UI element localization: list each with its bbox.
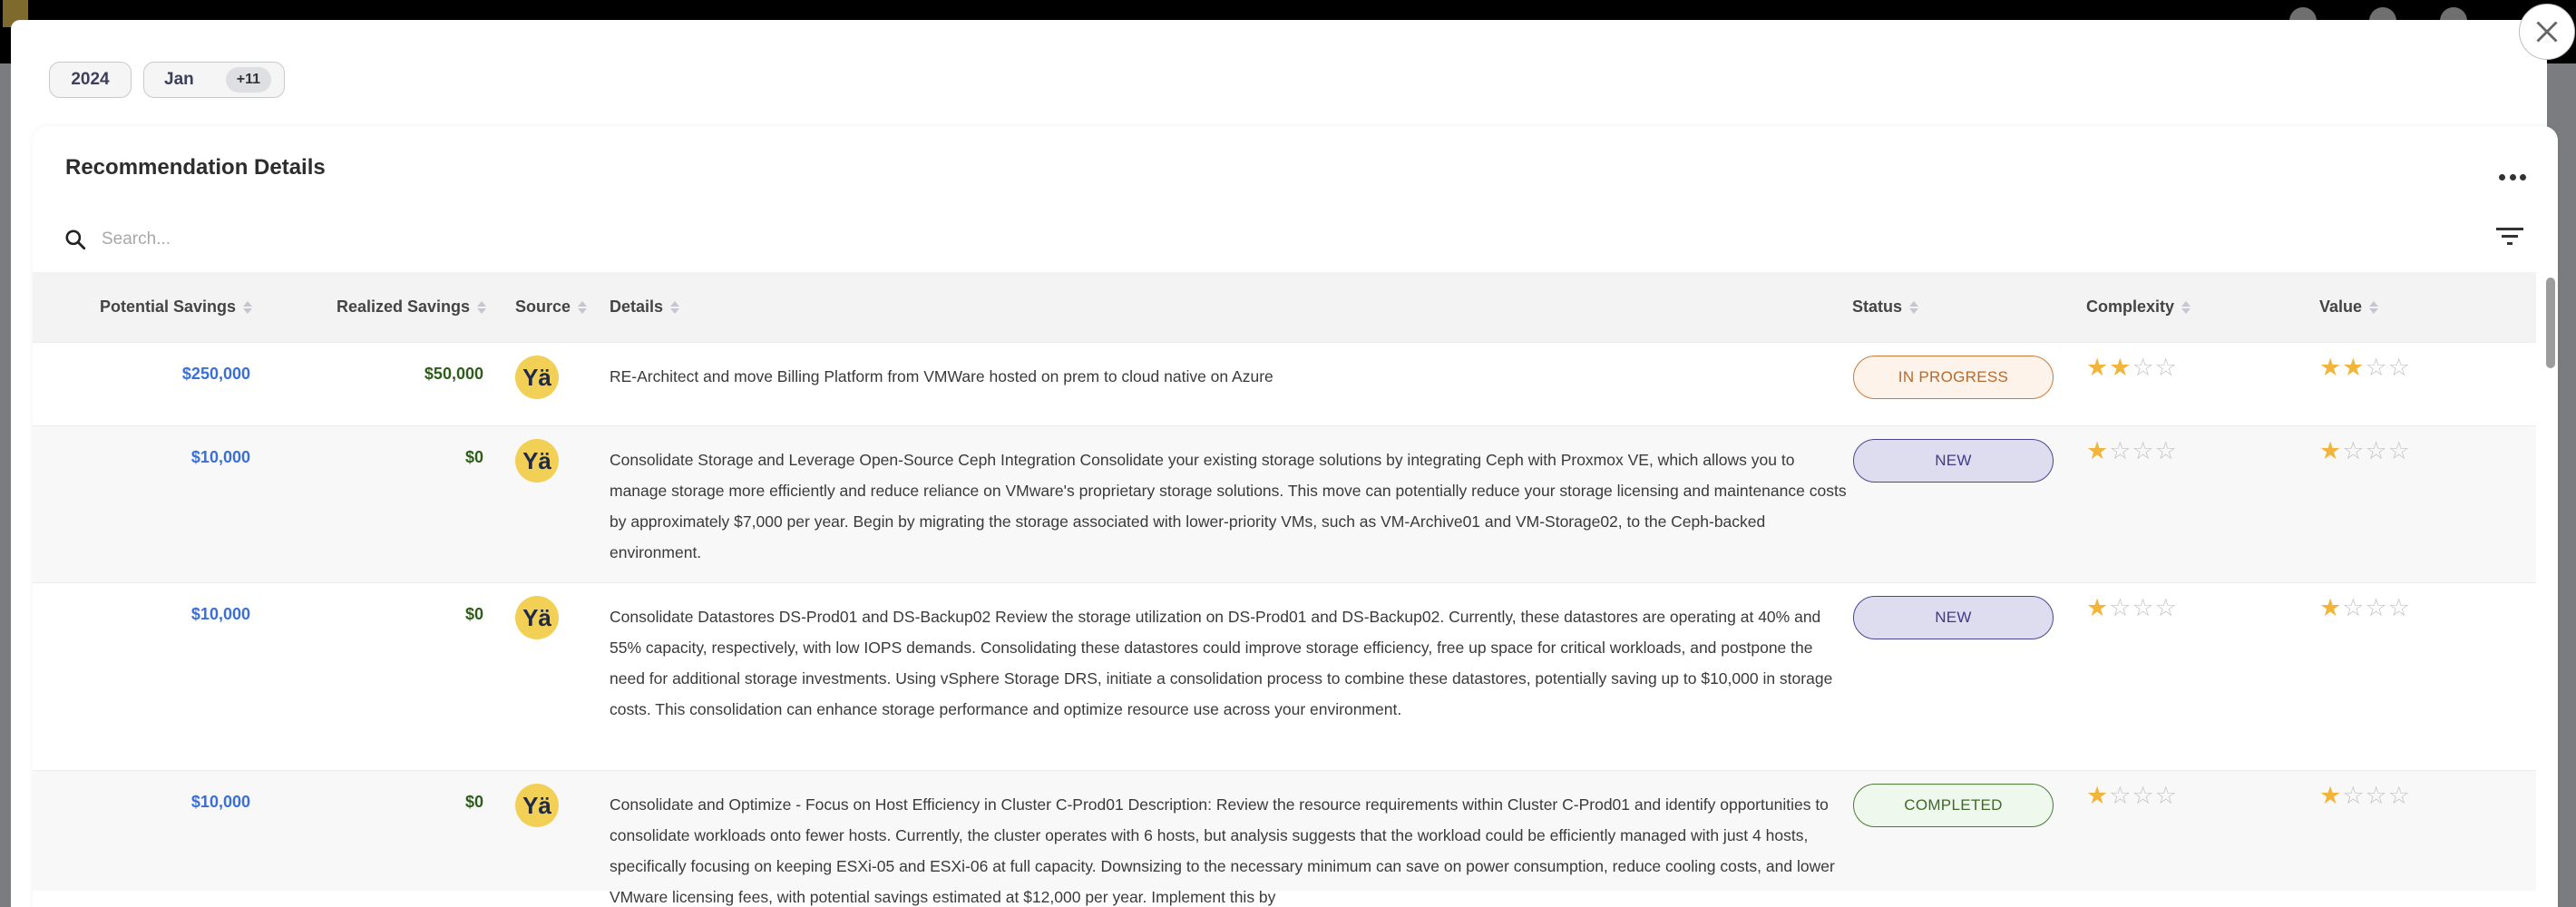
table-row[interactable] bbox=[33, 770, 2536, 906]
close-modal-button[interactable] bbox=[2519, 4, 2575, 60]
details-text: RE-Architect and move Billing Platform from VMWare hosted on prem to cloud native on Azure bbox=[610, 367, 1273, 385]
star-filled-icon: ★ bbox=[2342, 354, 2365, 381]
sort-icon bbox=[578, 301, 587, 314]
star-filled-icon: ★ bbox=[2319, 437, 2342, 464]
star-empty-icon: ☆ bbox=[2132, 437, 2154, 464]
star-filled-icon: ★ bbox=[2319, 354, 2342, 381]
background-sidebar bbox=[0, 63, 11, 907]
table-row[interactable] bbox=[33, 582, 2536, 770]
value-rating bbox=[2319, 356, 2410, 380]
complexity-rating bbox=[2086, 784, 2177, 808]
column-header-potential-savings[interactable] bbox=[100, 272, 252, 342]
month-filter-chip[interactable] bbox=[143, 62, 285, 98]
star-empty-icon: ☆ bbox=[2109, 594, 2132, 621]
column-label: Details bbox=[610, 297, 664, 316]
star-empty-icon: ☆ bbox=[2132, 782, 2154, 809]
star-empty-icon: ☆ bbox=[2109, 437, 2132, 464]
year-filter-label: 2024 bbox=[71, 70, 110, 89]
table-row[interactable] bbox=[33, 425, 2536, 582]
column-header-status[interactable] bbox=[1852, 272, 1918, 342]
sort-icon bbox=[670, 301, 679, 314]
star-filled-icon: ★ bbox=[2319, 782, 2342, 809]
sort-icon bbox=[243, 301, 252, 314]
potential-savings-value: $250,000 bbox=[181, 365, 250, 383]
details-text: Consolidate and Optimize - Focus on Host Efficiency in Cluster C-Prod01 Description: Review the resource requirements within Cluster C-Prod01 and identify opportunities to consolidate workloads onto fewer hosts. Currently, the cluster operates with 6 hosts, but analysis suggests that the workload could be efficiently managed with just 4 hosts, specifically focusing on keeping ESXi-05 and ESXi-06 at full capacity. Downsizing to the necessary minimum can save on power consumption, reduce cooling costs, and lower VMware licensing fees, with potential savings estimated at $12,000 per year. Implement this by bbox=[610, 795, 1835, 906]
star-empty-icon: ☆ bbox=[2342, 594, 2365, 621]
column-header-details[interactable] bbox=[610, 272, 679, 342]
table-scrollbar[interactable] bbox=[2546, 272, 2555, 907]
filter-chips bbox=[49, 62, 285, 98]
source-avatar: Yä bbox=[515, 356, 559, 399]
column-header-source[interactable] bbox=[515, 272, 587, 342]
complexity-rating bbox=[2086, 596, 2177, 620]
sort-icon bbox=[2181, 301, 2191, 314]
realized-savings-value: $0 bbox=[464, 793, 483, 811]
column-label: Potential Savings bbox=[100, 297, 237, 316]
sort-icon bbox=[477, 301, 486, 314]
star-empty-icon: ☆ bbox=[2342, 437, 2365, 464]
star-filled-icon: ★ bbox=[2086, 782, 2109, 809]
star-empty-icon: ☆ bbox=[2387, 594, 2410, 621]
table-body bbox=[33, 342, 2536, 906]
month-filter-label: Jan bbox=[164, 70, 194, 89]
star-empty-icon: ☆ bbox=[2365, 354, 2387, 381]
more-horizontal-icon-dot bbox=[2510, 174, 2516, 180]
table-row[interactable] bbox=[33, 342, 2536, 425]
complexity-rating bbox=[2086, 439, 2177, 463]
details-text: Consolidate Storage and Leverage Open-Source Ceph Integration Consolidate your existing storage solutions by integrating Ceph with Proxmox VE, which allows you to manage storage more efficiently and reduce reliance on VMware's proprietary storage solutions. This move can potentially reduce your storage licensing and maintenance costs by approximately $7,000 per year. Begin by migrating the storage associated with lower-priority VMs, such as VM-Archive01 and VM-Storage02, to the Ceph-backed environment. bbox=[610, 451, 1847, 561]
column-header-complexity[interactable] bbox=[2086, 272, 2191, 342]
value-rating bbox=[2319, 439, 2410, 463]
star-empty-icon: ☆ bbox=[2365, 437, 2387, 464]
source-avatar: Yä bbox=[515, 784, 559, 827]
recommendations-table bbox=[33, 272, 2536, 906]
status-badge[interactable]: COMPLETED bbox=[1853, 784, 2054, 827]
column-label: Realized Savings bbox=[337, 297, 471, 316]
recommendation-details-card bbox=[33, 126, 2558, 907]
star-empty-icon: ☆ bbox=[2154, 437, 2177, 464]
status-badge[interactable]: IN PROGRESS bbox=[1853, 356, 2054, 399]
star-filled-icon: ★ bbox=[2086, 594, 2109, 621]
star-empty-icon: ☆ bbox=[2154, 594, 2177, 621]
potential-savings-value: $10,000 bbox=[190, 448, 250, 466]
realized-savings-value: $0 bbox=[464, 448, 483, 466]
potential-savings-value: $10,000 bbox=[190, 793, 250, 811]
status-badge[interactable]: NEW bbox=[1853, 439, 2054, 483]
star-filled-icon: ★ bbox=[2109, 354, 2132, 381]
source-avatar: Yä bbox=[515, 596, 559, 639]
star-empty-icon: ☆ bbox=[2154, 782, 2177, 809]
filter-list-icon[interactable] bbox=[2496, 226, 2523, 248]
more-options-button[interactable] bbox=[2499, 168, 2526, 186]
potential-savings-value: $10,000 bbox=[190, 605, 250, 623]
star-filled-icon: ★ bbox=[2086, 354, 2109, 381]
details-text: Consolidate Datastores DS-Prod01 and DS-Backup02 Review the storage utilization on DS-Prod01 and DS-Backup02. Currently, these datastores are operating at 40% and 55% capacity, respectively, with low IOPS demands. Consolidating these datastores could improve storage efficiency, free up space for critical workloads, and postpone the need for additional storage investments. Using vSphere Storage DRS, initiate a consolidation process to combine these datastores, potentially saving up to $10,000 in storage costs. This consolidation can enhance storage performance and optimize resource use across your environment. bbox=[610, 608, 1833, 718]
star-empty-icon: ☆ bbox=[2132, 594, 2154, 621]
star-empty-icon: ☆ bbox=[2365, 782, 2387, 809]
star-empty-icon: ☆ bbox=[2387, 782, 2410, 809]
column-header-realized-savings[interactable] bbox=[337, 272, 486, 342]
column-header-value[interactable] bbox=[2319, 272, 2378, 342]
star-empty-icon: ☆ bbox=[2342, 782, 2365, 809]
sort-icon bbox=[1909, 301, 1918, 314]
month-extra-count: +11 bbox=[226, 67, 271, 93]
close-icon bbox=[2534, 19, 2560, 44]
status-badge[interactable]: NEW bbox=[1853, 596, 2054, 639]
complexity-rating bbox=[2086, 356, 2177, 380]
star-empty-icon: ☆ bbox=[2365, 594, 2387, 621]
star-empty-icon: ☆ bbox=[2154, 354, 2177, 381]
column-label: Complexity bbox=[2086, 297, 2175, 316]
card-title: Recommendation Details bbox=[65, 155, 326, 180]
table-header bbox=[33, 272, 2536, 342]
column-label: Source bbox=[515, 297, 571, 316]
column-label: Value bbox=[2319, 297, 2363, 316]
star-empty-icon: ☆ bbox=[2387, 354, 2410, 381]
year-filter-chip[interactable] bbox=[49, 62, 132, 98]
star-empty-icon: ☆ bbox=[2132, 354, 2154, 381]
recommendation-modal bbox=[11, 20, 2547, 907]
source-avatar: Yä bbox=[515, 439, 559, 483]
column-label: Status bbox=[1852, 297, 1903, 316]
realized-savings-value: $0 bbox=[464, 605, 483, 623]
sort-icon bbox=[2369, 301, 2378, 314]
star-filled-icon: ★ bbox=[2086, 437, 2109, 464]
star-filled-icon: ★ bbox=[2319, 594, 2342, 621]
search-bar bbox=[63, 221, 1152, 258]
more-horizontal-icon bbox=[2499, 174, 2505, 180]
value-rating bbox=[2319, 784, 2410, 808]
star-empty-icon: ☆ bbox=[2387, 437, 2410, 464]
realized-savings-value: $50,000 bbox=[424, 365, 483, 383]
more-horizontal-icon-dot bbox=[2520, 174, 2526, 180]
scrollbar-thumb[interactable] bbox=[2546, 278, 2555, 368]
search-icon bbox=[63, 228, 87, 251]
star-empty-icon: ☆ bbox=[2109, 782, 2132, 809]
value-rating bbox=[2319, 596, 2410, 620]
search-input[interactable] bbox=[102, 229, 646, 249]
